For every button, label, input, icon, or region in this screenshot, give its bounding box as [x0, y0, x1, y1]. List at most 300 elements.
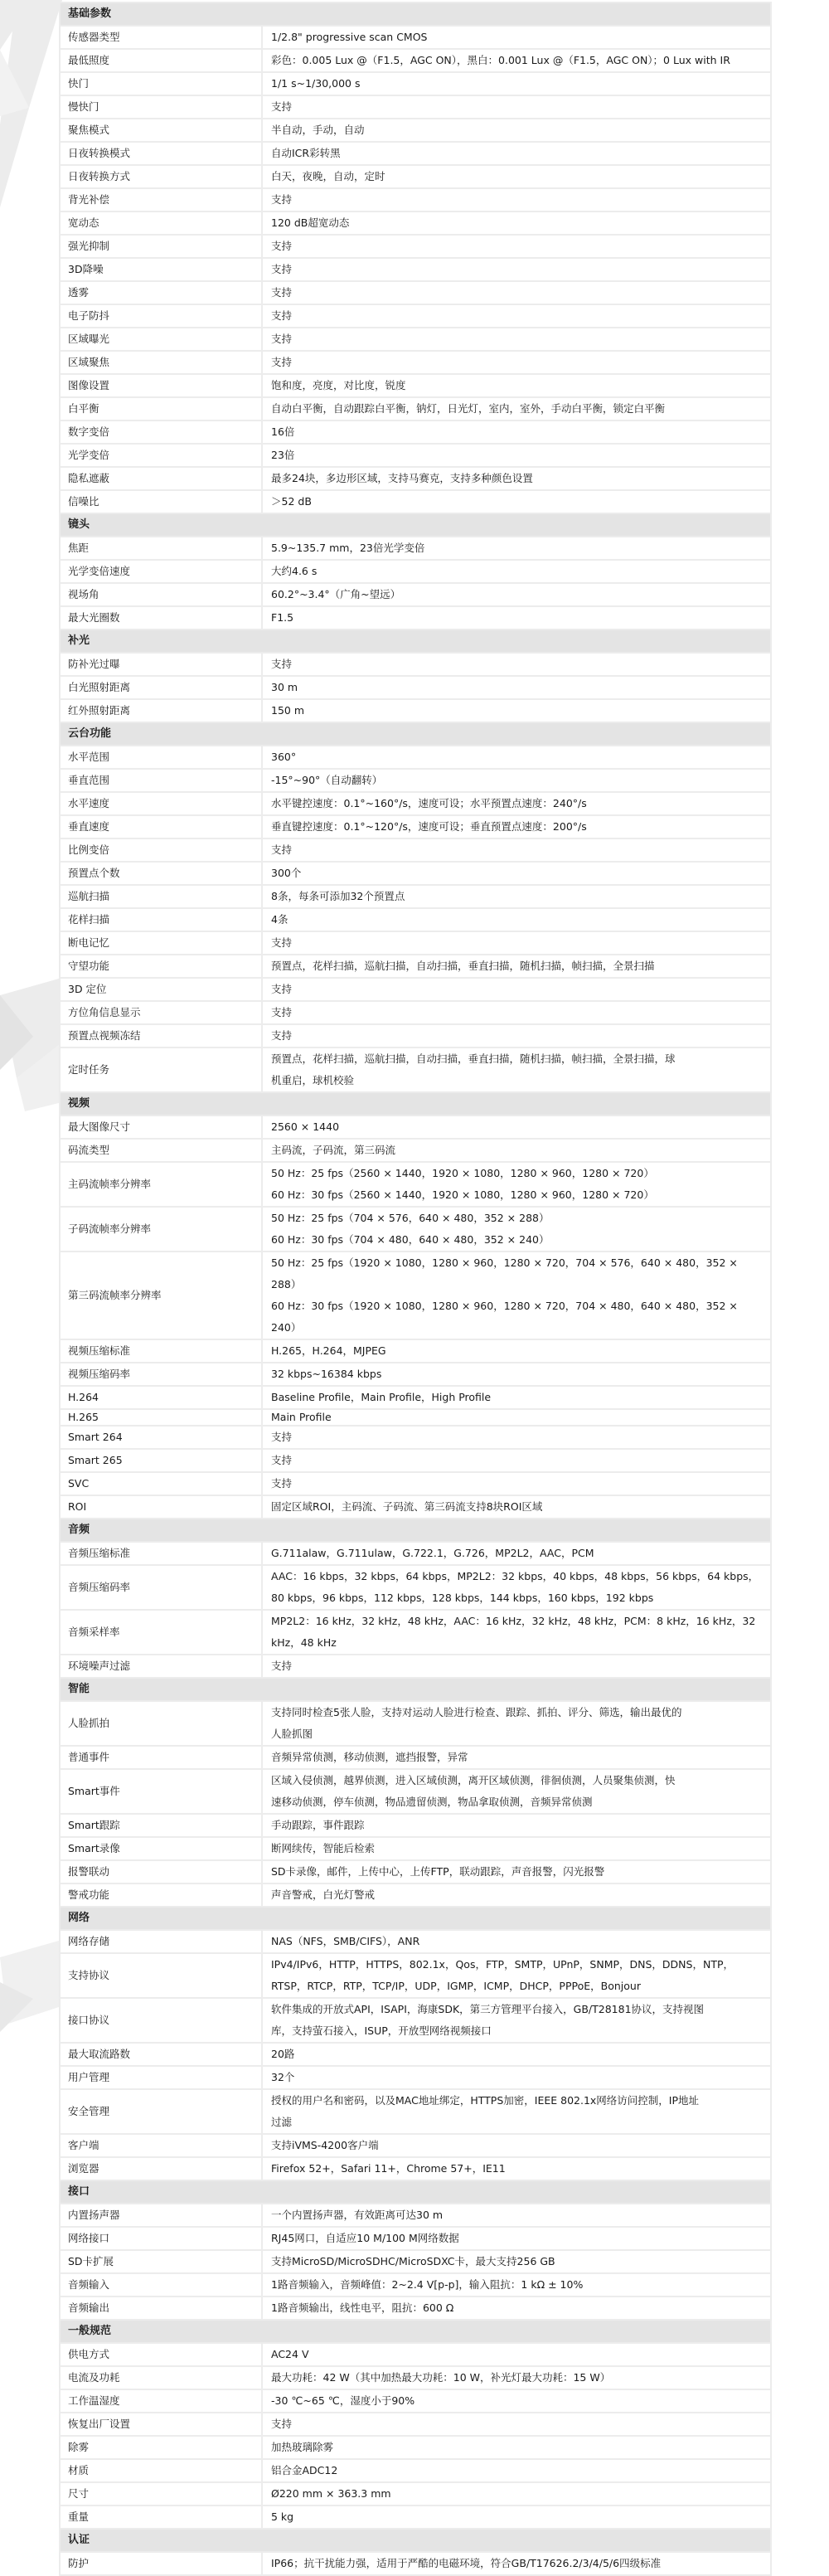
spec-label: 3D降噪 — [60, 258, 262, 281]
spec-row — [60, 537, 771, 560]
spec-value: IP66；抗干扰能力强，适用于严酷的电磁环境，符合GB/T17626.2/3/4/5/6四级标准 — [262, 2552, 771, 2575]
spec-row — [60, 444, 771, 467]
spec-label: 红外照射距离 — [60, 699, 262, 722]
spec-label: Smart事件 — [60, 1769, 262, 1814]
spec-value: 彩色：0.005 Lux @（F1.5，AGC ON），黑白：0.001 Lux @（F1.5，AGC ON）；0 Lux with IR — [262, 49, 771, 72]
spec-value-line: MP2L2：16 kHz，32 kHz，48 kHz，AAC：16 kHz，32 kHz，48 kHz，PCM：8 kHz，16 kHz，32 — [271, 1615, 756, 1627]
spec-label: 浏览器 — [60, 2157, 262, 2180]
spec-row — [60, 281, 771, 304]
spec-value: 支持 — [262, 838, 771, 862]
spec-row — [60, 2459, 771, 2482]
spec-row — [60, 1449, 771, 1472]
spec-row — [60, 211, 771, 235]
spec-row — [60, 1024, 771, 1047]
spec-row — [60, 1495, 771, 1519]
spec-value — [262, 1162, 771, 1207]
spec-value — [262, 1998, 771, 2043]
spec-value: 支持MicroSD/MicroSDHC/MicroSDXC卡，最大支持256 GB — [262, 2250, 771, 2273]
spec-value: 手动跟踪，事件跟踪 — [262, 1814, 771, 1837]
spec-value: Firefox 52+，Safari 11+，Chrome 57+，IE11 — [262, 2157, 771, 2180]
spec-label: 人脸抓拍 — [60, 1701, 262, 1746]
section-header-row — [60, 1092, 771, 1115]
spec-row — [60, 699, 771, 722]
spec-value — [262, 2089, 771, 2134]
spec-value: Ø220 mm × 363.3 mm — [262, 2482, 771, 2506]
section-title: 视频 — [60, 1092, 771, 1115]
spec-value: 32个 — [262, 2066, 771, 2089]
spec-row — [60, 2134, 771, 2157]
spec-label: 网络存储 — [60, 1930, 262, 1953]
spec-row — [60, 1565, 771, 1610]
spec-row — [60, 258, 771, 281]
spec-value: 主码流，子码流，第三码流 — [262, 1139, 771, 1162]
section-title: 一般规范 — [60, 2320, 771, 2343]
spec-value: 60.2°~3.4°（广角~望远） — [262, 583, 771, 606]
spec-row — [60, 1542, 771, 1565]
section-title: 接口 — [60, 2180, 771, 2204]
spec-value: 支持 — [262, 304, 771, 328]
spec-label: 音频采样率 — [60, 1610, 262, 1655]
spec-row — [60, 1883, 771, 1907]
spec-row — [60, 1139, 771, 1162]
spec-value: 最多24块，多边形区域，支持马赛克，支持多种颜色设置 — [262, 467, 771, 490]
spec-row — [60, 1001, 771, 1024]
spec-label: 音频输出 — [60, 2297, 262, 2320]
spec-row — [60, 119, 771, 142]
spec-label: 光学变倍速度 — [60, 560, 262, 583]
spec-row — [60, 490, 771, 513]
spec-row — [60, 792, 771, 815]
spec-label: 守望功能 — [60, 955, 262, 978]
spec-value: 支持 — [262, 1449, 771, 1472]
spec-value: 半自动，手动，自动 — [262, 119, 771, 142]
spec-label: 主码流帧率分辨率 — [60, 1162, 262, 1207]
spec-label: 宽动态 — [60, 211, 262, 235]
spec-label: 比例变倍 — [60, 838, 262, 862]
spec-label: 日夜转换方式 — [60, 165, 262, 188]
spec-row — [60, 397, 771, 420]
spec-row — [60, 1252, 771, 1339]
spec-value: 16倍 — [262, 420, 771, 444]
spec-row — [60, 769, 771, 792]
spec-label: 日夜转换模式 — [60, 142, 262, 165]
spec-value: F1.5 — [262, 606, 771, 629]
spec-label: 垂直速度 — [60, 815, 262, 838]
spec-value: 支持 — [262, 235, 771, 258]
spec-value-line: 速移动侦测，停车侦测，物品遗留侦测，物品拿取侦测，音频异常侦测 — [271, 1796, 593, 1808]
spec-label: 定时任务 — [60, 1047, 262, 1092]
spec-row — [60, 351, 771, 374]
spec-label: 内置扬声器 — [60, 2204, 262, 2227]
spec-value: 5 kg — [262, 2506, 771, 2529]
spec-value: 1/2.8" progressive scan CMOS — [262, 26, 771, 49]
spec-row — [60, 1339, 771, 1363]
spec-row — [60, 1047, 771, 1092]
spec-label: H.265 — [60, 1409, 262, 1426]
spec-row — [60, 1386, 771, 1409]
spec-label: 材质 — [60, 2459, 262, 2482]
spec-value-line: 库，支持萤石接入，ISUP，开放型网络视频接口 — [271, 2024, 492, 2037]
spec-label: 防护 — [60, 2552, 262, 2575]
spec-label: 数字变倍 — [60, 420, 262, 444]
spec-value: 固定区域ROI，主码流、子码流、第三码流支持8块ROI区域 — [262, 1495, 771, 1519]
spec-label: 子码流帧率分辨率 — [60, 1207, 262, 1252]
watermark-shape-mid — [0, 979, 59, 1111]
spec-label: 防补光过曝 — [60, 653, 262, 676]
spec-value-line: 区域入侵侦测，越界侦测，进入区域侦测，离开区域侦测，徘徊侦测，人员聚集侦测，快 — [271, 1774, 676, 1786]
spec-value: 支持 — [262, 1655, 771, 1678]
spec-value-line: 人脸抓图 — [271, 1728, 313, 1740]
spec-value — [262, 1769, 771, 1814]
spec-label: 花样扫描 — [60, 908, 262, 931]
spec-value: 支持 — [262, 653, 771, 676]
spec-row — [60, 467, 771, 490]
spec-label: Smart 264 — [60, 1426, 262, 1449]
spec-label: 水平范围 — [60, 746, 262, 769]
spec-row — [60, 1998, 771, 2043]
spec-row — [60, 2552, 771, 2575]
spec-row — [60, 931, 771, 955]
spec-label: 巡航扫描 — [60, 885, 262, 908]
spec-label: Smart 265 — [60, 1449, 262, 1472]
spec-label: 背光补偿 — [60, 188, 262, 211]
spec-value: 5.9~135.7 mm，23倍光学变倍 — [262, 537, 771, 560]
section-header-row — [60, 2529, 771, 2552]
spec-value-line: 50 Hz：25 fps（2560 × 1440，1920 × 1080，1280 × 960，1280 × 720） — [271, 1167, 654, 1179]
section-title: 网络 — [60, 1907, 771, 1930]
spec-row — [60, 1409, 771, 1426]
spec-value: 300个 — [262, 862, 771, 885]
spec-value: 支持 — [262, 1001, 771, 1024]
spec-row — [60, 1701, 771, 1746]
spec-value — [262, 1565, 771, 1610]
spec-label: 客户端 — [60, 2134, 262, 2157]
spec-label: 第三码流帧率分辨率 — [60, 1252, 262, 1339]
spec-value: 支持 — [262, 328, 771, 351]
spec-value: RJ45网口，自适应10 M/100 M网络数据 — [262, 2227, 771, 2250]
spec-row — [60, 978, 771, 1001]
section-header-row — [60, 722, 771, 746]
spec-label: 区域曝光 — [60, 328, 262, 351]
spec-row — [60, 2366, 771, 2389]
spec-value-line: IPv4/IPv6，HTTP，HTTPS，802.1x，Qos，FTP，SMTP，UPnP，SNMP，DNS，DDNS，NTP， — [271, 1958, 734, 1971]
spec-table — [59, 2, 772, 2576]
spec-label: 最低照度 — [60, 49, 262, 72]
spec-value-line: 软件集成的开放式API，ISAPI，海康SDK，第三方管理平台接入，GB/T28181协议，支持视图 — [271, 2003, 705, 2015]
section-header-row — [60, 2320, 771, 2343]
spec-row — [60, 838, 771, 862]
spec-label: 透雾 — [60, 281, 262, 304]
spec-value: 1/1 s~1/30,000 s — [262, 72, 771, 95]
spec-value: 23倍 — [262, 444, 771, 467]
spec-value-line: 60 Hz：30 fps（2560 × 1440，1920 × 1080，1280 × 960，1280 × 720） — [271, 1188, 654, 1201]
spec-value — [262, 1610, 771, 1655]
spec-label: 最大图像尺寸 — [60, 1115, 262, 1139]
spec-value-line: 授权的用户名和密码，以及MAC地址绑定，HTTPS加密，IEEE 802.1x网络访问控制，IP地址 — [271, 2094, 700, 2107]
spec-row — [60, 2043, 771, 2066]
spec-row — [60, 2066, 771, 2089]
spec-value-line: kHz，48 kHz — [271, 1636, 337, 1649]
spec-value: 自动白平衡，自动跟踪白平衡，钠灯，日光灯，室内，室外，手动白平衡，锁定白平衡 — [262, 397, 771, 420]
spec-value: 1路音频输出，线性电平，阻抗：600 Ω — [262, 2297, 771, 2320]
spec-label: 尺寸 — [60, 2482, 262, 2506]
spec-value-line: AAC：16 kbps，32 kbps，64 kbps，MP2L2：32 kbps，40 kbps，48 kbps，56 kbps，64 kbps， — [271, 1570, 759, 1582]
spec-value: Main Profile — [262, 1409, 771, 1426]
section-title: 基础参数 — [60, 2, 771, 26]
spec-value: 360° — [262, 746, 771, 769]
spec-value-line: 50 Hz：25 fps（1920 × 1080，1280 × 960，1280 × 720，704 × 576，640 × 480，352 × 288） — [271, 1256, 738, 1290]
spec-value: 支持 — [262, 258, 771, 281]
spec-value-line: 预置点，花样扫描，巡航扫描，自动扫描，垂直扫描，随机扫描，帧扫描，全景扫描，球 — [271, 1052, 676, 1065]
spec-value: 支持iVMS-4200客户端 — [262, 2134, 771, 2157]
spec-value: 支持 — [262, 95, 771, 119]
section-title: 认证 — [60, 2529, 771, 2552]
spec-label: 视场角 — [60, 583, 262, 606]
spec-row — [60, 1207, 771, 1252]
spec-label: 音频输入 — [60, 2273, 262, 2297]
spec-label: 图像设置 — [60, 374, 262, 397]
spec-value: 支持 — [262, 1024, 771, 1047]
section-title: 智能 — [60, 1678, 771, 1701]
spec-label: 接口协议 — [60, 1998, 262, 2043]
spec-row — [60, 1746, 771, 1769]
spec-value: 一个内置扬声器，有效距离可达30 m — [262, 2204, 771, 2227]
spec-row — [60, 2157, 771, 2180]
spec-value: NAS（NFS，SMB/CIFS），ANR — [262, 1930, 771, 1953]
spec-value: 加热玻璃除雾 — [262, 2436, 771, 2459]
section-title: 镜头 — [60, 513, 771, 537]
spec-label: 快门 — [60, 72, 262, 95]
spec-label: 安全管理 — [60, 2089, 262, 2134]
spec-row — [60, 26, 771, 49]
spec-value-line: 60 Hz：30 fps（1920 × 1080，1280 × 960，1280 × 720，704 × 480，640 × 480，352 × 240） — [271, 1300, 738, 1334]
spec-label: 网络接口 — [60, 2227, 262, 2250]
spec-value: 白天，夜晚，自动，定时 — [262, 165, 771, 188]
spec-row — [60, 1363, 771, 1386]
spec-row — [60, 606, 771, 629]
spec-label: Smart跟踪 — [60, 1814, 262, 1837]
spec-value: 支持 — [262, 188, 771, 211]
spec-row — [60, 815, 771, 838]
section-header-row — [60, 2180, 771, 2204]
spec-value — [262, 1047, 771, 1092]
spec-label: 传感器类型 — [60, 26, 262, 49]
spec-row — [60, 420, 771, 444]
spec-row — [60, 1472, 771, 1495]
spec-value: 32 kbps~16384 kbps — [262, 1363, 771, 1386]
spec-value: 垂直键控速度：0.1°~120°/s，速度可设；垂直预置点速度：200°/s — [262, 815, 771, 838]
spec-row — [60, 374, 771, 397]
spec-row — [60, 1814, 771, 1837]
spec-value: 预置点，花样扫描，巡航扫描，自动扫描，垂直扫描，随机扫描，帧扫描，全景扫描 — [262, 955, 771, 978]
spec-value: ＞52 dB — [262, 490, 771, 513]
spec-row — [60, 653, 771, 676]
spec-value — [262, 1207, 771, 1252]
watermark-shape-top — [0, 0, 62, 207]
spec-row — [60, 2204, 771, 2227]
spec-label: 强光抑制 — [60, 235, 262, 258]
spec-label: 重量 — [60, 2506, 262, 2529]
spec-value-line: 支持同时检查5张人脸，支持对运动人脸进行检查、跟踪、抓拍、评分、筛选，输出最优的 — [271, 1706, 682, 1718]
spec-label: 断电记忆 — [60, 931, 262, 955]
spec-value: Baseline Profile，Main Profile，High Profile — [262, 1386, 771, 1409]
spec-label: SD卡扩展 — [60, 2250, 262, 2273]
spec-row — [60, 583, 771, 606]
spec-value-line: 机重启，球机校验 — [271, 1074, 355, 1086]
spec-label: 隐私遮蔽 — [60, 467, 262, 490]
spec-label: 白平衡 — [60, 397, 262, 420]
spec-label: Smart录像 — [60, 1837, 262, 1860]
spec-value: 支持 — [262, 1426, 771, 1449]
spec-label: SVC — [60, 1472, 262, 1495]
spec-value: 音频异常侦测，移动侦测，遮挡报警，异常 — [262, 1746, 771, 1769]
spec-row — [60, 1860, 771, 1883]
spec-row — [60, 1930, 771, 1953]
spec-row — [60, 2436, 771, 2459]
spec-table-body — [60, 2, 771, 2575]
spec-value: 最大功耗：42 W（其中加热最大功耗：10 W，补光灯最大功耗：15 W） — [262, 2366, 771, 2389]
spec-label: 工作温湿度 — [60, 2389, 262, 2413]
spec-row — [60, 328, 771, 351]
spec-label: 白光照射距离 — [60, 676, 262, 699]
spec-label: 聚焦模式 — [60, 119, 262, 142]
spec-value-line: RTSP，RTCP，RTP，TCP/IP，UDP，IGMP，ICMP，DHCP，PPPoE，Bonjour — [271, 1980, 641, 1992]
spec-row — [60, 862, 771, 885]
spec-value: 150 m — [262, 699, 771, 722]
spec-value: -30 ℃~65 ℃，湿度小于90% — [262, 2389, 771, 2413]
spec-value: 支持 — [262, 281, 771, 304]
spec-label: 供电方式 — [60, 2343, 262, 2366]
spec-row — [60, 165, 771, 188]
spec-row — [60, 235, 771, 258]
spec-label: 恢复出厂设置 — [60, 2413, 262, 2436]
spec-row — [60, 955, 771, 978]
spec-row — [60, 1769, 771, 1814]
spec-value-line: 50 Hz：25 fps（704 × 576，640 × 480，352 × 288） — [271, 1212, 550, 1224]
spec-row — [60, 2482, 771, 2506]
spec-label: 垂直范围 — [60, 769, 262, 792]
spec-value: 声音警戒，白光灯警戒 — [262, 1883, 771, 1907]
spec-value: 1路音频输入，音频峰值：2~2.4 V[p-p]，输入阻抗：1 kΩ ± 10% — [262, 2273, 771, 2297]
spec-row — [60, 1426, 771, 1449]
spec-value: 支持 — [262, 2413, 771, 2436]
spec-row — [60, 2089, 771, 2134]
spec-label: 水平速度 — [60, 792, 262, 815]
spec-row — [60, 2227, 771, 2250]
spec-value: 8条，每条可添加32个预置点 — [262, 885, 771, 908]
spec-value: 大约4.6 s — [262, 560, 771, 583]
spec-label: 警戒功能 — [60, 1883, 262, 1907]
spec-row — [60, 1655, 771, 1678]
spec-label: 最大取流路数 — [60, 2043, 262, 2066]
spec-value — [262, 1953, 771, 1998]
spec-label: 支持协议 — [60, 1953, 262, 1998]
spec-row — [60, 188, 771, 211]
spec-value — [262, 1252, 771, 1339]
spec-label: ROI — [60, 1495, 262, 1519]
spec-value: 支持 — [262, 1472, 771, 1495]
spec-label: 区域聚焦 — [60, 351, 262, 374]
spec-label: 音频压缩标准 — [60, 1542, 262, 1565]
spec-row — [60, 908, 771, 931]
section-title: 音频 — [60, 1519, 771, 1542]
spec-value: 4条 — [262, 908, 771, 931]
spec-row — [60, 72, 771, 95]
spec-label: 慢快门 — [60, 95, 262, 119]
spec-row — [60, 2343, 771, 2366]
spec-row — [60, 2506, 771, 2529]
spec-label: 码流类型 — [60, 1139, 262, 1162]
section-header-row — [60, 1519, 771, 1542]
spec-row — [60, 95, 771, 119]
spec-label: 普通事件 — [60, 1746, 262, 1769]
spec-label: 电子防抖 — [60, 304, 262, 328]
spec-label: 用户管理 — [60, 2066, 262, 2089]
spec-row — [60, 304, 771, 328]
spec-row — [60, 746, 771, 769]
spec-row — [60, 1115, 771, 1139]
spec-label: 预置点个数 — [60, 862, 262, 885]
spec-row — [60, 1953, 771, 1998]
spec-value: 20路 — [262, 2043, 771, 2066]
spec-label: 3D 定位 — [60, 978, 262, 1001]
spec-row — [60, 2413, 771, 2436]
spec-label: 视频压缩标准 — [60, 1339, 262, 1363]
spec-row — [60, 2250, 771, 2273]
spec-label: H.264 — [60, 1386, 262, 1409]
spec-row — [60, 885, 771, 908]
spec-label: 除雾 — [60, 2436, 262, 2459]
spec-value: 120 dB超宽动态 — [262, 211, 771, 235]
spec-value: 断网续传，智能后检索 — [262, 1837, 771, 1860]
spec-label: 光学变倍 — [60, 444, 262, 467]
spec-value-line: 60 Hz：30 fps（704 × 480，640 × 480，352 × 240） — [271, 1233, 550, 1246]
spec-value: H.265，H.264，MJPEG — [262, 1339, 771, 1363]
spec-value: 30 m — [262, 676, 771, 699]
spec-value: 支持 — [262, 351, 771, 374]
spec-label: 方位角信息显示 — [60, 1001, 262, 1024]
spec-row — [60, 49, 771, 72]
spec-row — [60, 1162, 771, 1207]
spec-value: 支持 — [262, 931, 771, 955]
section-header-row — [60, 1678, 771, 1701]
section-header-row — [60, 1907, 771, 1930]
watermark-shape-lower — [0, 1941, 59, 2032]
spec-value: -15°~90°（自动翻转） — [262, 769, 771, 792]
spec-value-line: 80 kbps，96 kbps，112 kbps，128 kbps，144 kbps，160 kbps，192 kbps — [271, 1592, 654, 1604]
spec-value-line: 过滤 — [271, 2116, 293, 2128]
spec-value: AC24 V — [262, 2343, 771, 2366]
spec-value: 自动ICR彩转黑 — [262, 142, 771, 165]
spec-label: 预置点视频冻结 — [60, 1024, 262, 1047]
spec-label: 最大光圈数 — [60, 606, 262, 629]
spec-label: 音频压缩码率 — [60, 1565, 262, 1610]
spec-label: 报警联动 — [60, 1860, 262, 1883]
spec-row — [60, 676, 771, 699]
spec-value — [262, 1701, 771, 1746]
spec-value: 铝合金ADC12 — [262, 2459, 771, 2482]
section-title: 云台功能 — [60, 722, 771, 746]
spec-row — [60, 1610, 771, 1655]
section-header-row — [60, 513, 771, 537]
spec-row — [60, 2273, 771, 2297]
section-header-row — [60, 2, 771, 26]
spec-row — [60, 2389, 771, 2413]
spec-label: 环境噪声过滤 — [60, 1655, 262, 1678]
spec-value: G.711alaw，G.711ulaw，G.722.1，G.726，MP2L2，AAC，PCM — [262, 1542, 771, 1565]
spec-label: 视频压缩码率 — [60, 1363, 262, 1386]
spec-row — [60, 560, 771, 583]
